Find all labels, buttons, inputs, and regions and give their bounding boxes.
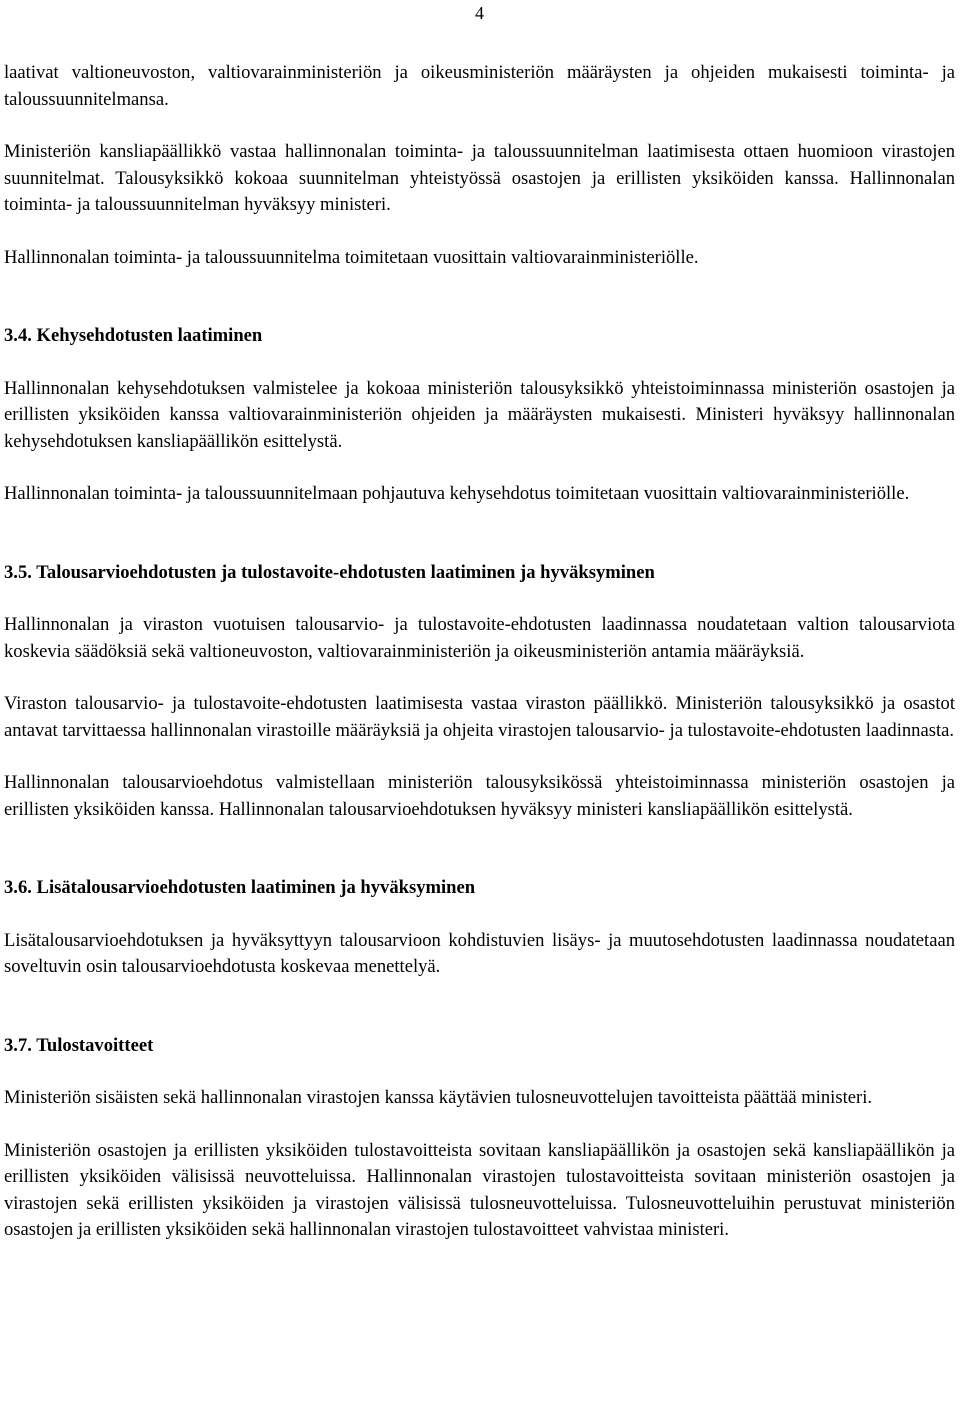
paragraph-targets-decision: Ministeriön sisäisten sekä hallinnonalan virastojen kanssa käytävien tulosneuvottelujen tavoitteista päättää ministeri. [4, 1087, 873, 1108]
document-body [4, 60, 955, 1244]
paragraph-responsibility: Ministeriön kansliapäällikkö vastaa hallinnonalan toiminta- ja taloussuunnitelman laatimisesta ottaen huomioon virastojen suunnitelmat. Talousyksikkö kokoaa suunnitelman yhteistyössä osastojen ja erillisten yksiköiden kanssa. Hallinnonalan toiminta- ja taloussuunnitelman hyväksyy ministeri. [4, 141, 955, 215]
paragraph-budget-agency: Viraston talousarvio- ja tulostavoite-ehdotusten laatimisesta vastaa viraston päällikkö. Ministeriön talousyksikkö ja osastot antavat tarvittaessa hallinnonalan virastoille määräyksiä ja ohjeita virastojen talousarvio- ja tulostavoite-ehdotusten laadinnasta. [4, 693, 955, 741]
paragraph-intro: laativat valtioneuvoston, valtiovarainministeriön ja oikeusministeriön määräysten ja ohjeiden mukaisesti toiminta- ja taloussuunnitelmansa. [4, 62, 955, 110]
paragraph-targets-negotiation: Ministeriön osastojen ja erillisten yksiköiden tulostavoitteista sovitaan kansliapäällikön ja osastojen sekä kansliapäällikön ja erillisten yksiköiden välisissä neuvotteluissa. Hallinnonalan virastojen tulostavoitteista sovitaan ministeriön osastojen ja virastojen sekä erillisten yksiköiden ja virastojen välisissä tulosneuvotteluissa. Tulosneuvotteluihin perustuvat ministeriön osastojen ja erillisten yksiköiden sekä hallinnonalan virastojen tulostavoitteet vahvistaa ministeri. [4, 1139, 955, 1240]
section-heading-3-4: 3.4. Kehysehdotusten laatiminen [4, 325, 263, 346]
paragraph-framework-delivery: Hallinnonalan toiminta- ja taloussuunnitelmaan pohjautuva kehysehdotus toimitetaan vuosittain valtiovarainministeriölle. [4, 483, 910, 504]
paragraph-framework-proposal: Hallinnonalan kehysehdotuksen valmistelee ja kokoaa ministeriön talousyksikkö yhteistoiminnassa ministeriön osastojen ja erillisten yksiköiden kanssa valtiovarainministeriön ohjeiden ja määräysten mukaisesti. Ministeri hyväksyy hallinnonalan kehysehdotuksen kansliapäällikön esittelystä. [4, 377, 955, 452]
section-heading-3-7: 3.7. Tulostavoitteet [4, 1034, 154, 1056]
paragraph-budget-approval: Hallinnonalan talousarvioehdotus valmistellaan ministeriön talousyksikössä yhteistoiminnassa ministeriön osastojen ja erillisten yksiköiden kanssa. Hallinnonalan talousarvioehdotuksen hyväksyy ministeri kansliapäällikön esittelystä. [4, 772, 955, 820]
section-heading-3-6: 3.6. Lisätalousarvioehdotusten laatiminen ja hyväksyminen [4, 877, 476, 898]
paragraph-supplementary-budget: Lisätalousarvioehdotuksen ja hyväksyttyyn talousarvioon kohdistuvien lisäys- ja muutosehdotusten laadinnassa noudatetaan soveltuvin osin talousarvioehdotusta koskevaa menettelyä. [4, 929, 955, 977]
page-number: 4 [475, 3, 484, 23]
paragraph-delivery: Hallinnonalan toiminta- ja taloussuunnitelma toimitetaan vuosittain valtiovarainministeriölle. [4, 246, 699, 268]
section-heading-3-5: 3.5. Talousarvioehdotusten ja tulostavoite-ehdotusten laatiminen ja hyväksyminen [4, 561, 655, 583]
paragraph-budget-rules: Hallinnonalan ja viraston vuotuisen talousarvio- ja tulostavoite-ehdotusten laadinnassa noudatetaan valtion talousarviota koskevia säädöksiä sekä valtioneuvoston, valtiovarainministeriön ja oikeusministeriön antamia määräyksiä. [4, 614, 955, 662]
